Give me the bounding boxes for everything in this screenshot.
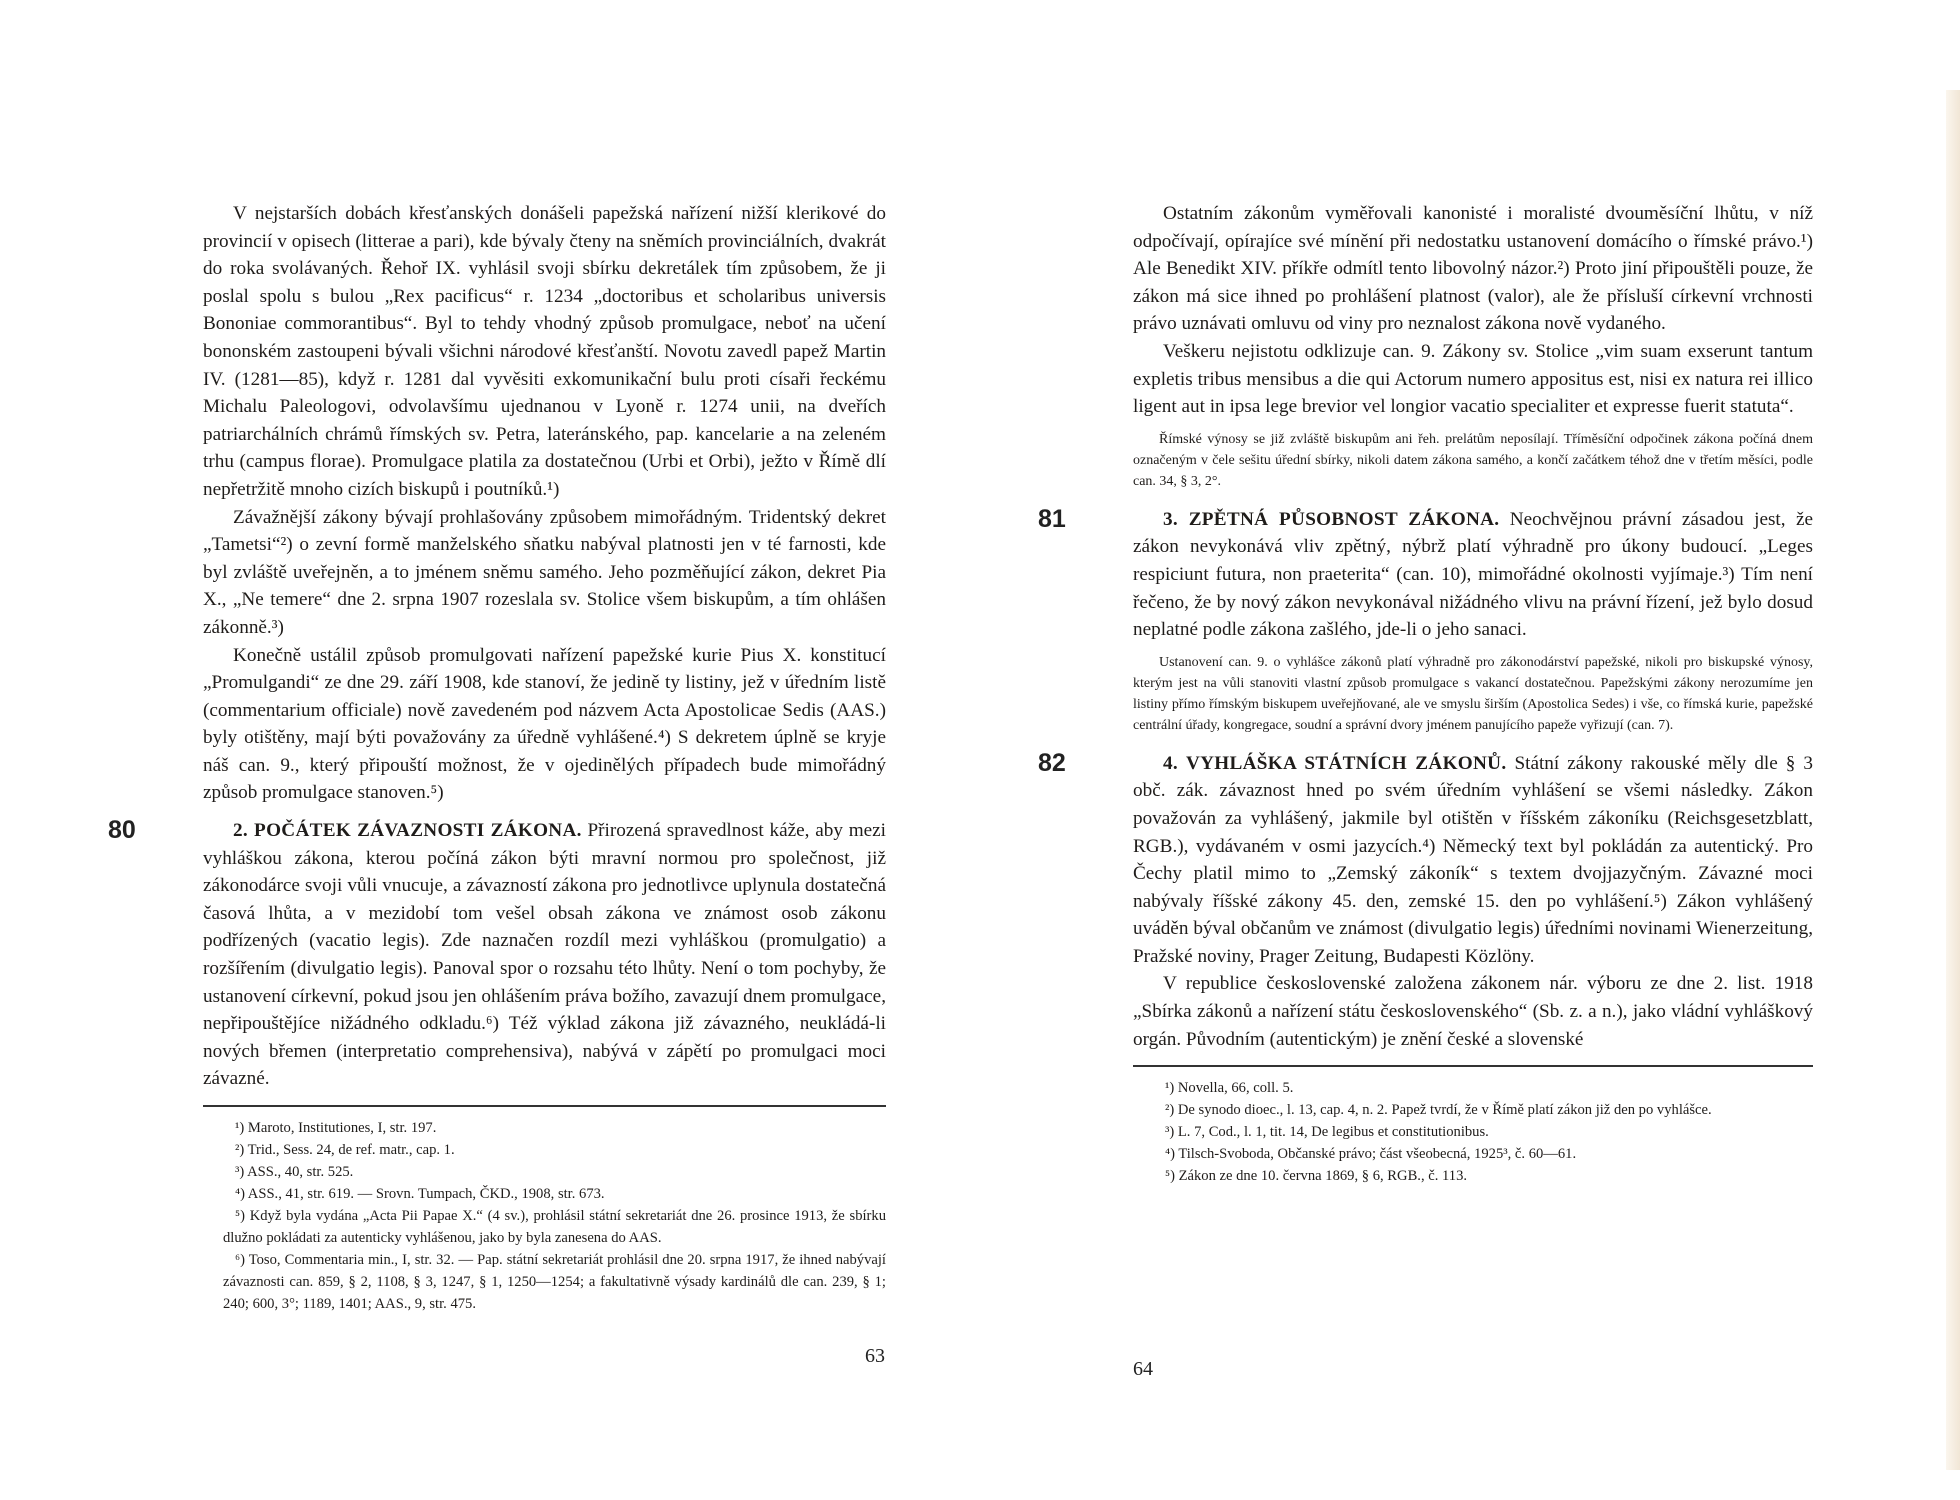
section-paragraph (1133, 750, 1813, 971)
footnote: ⁶) Toso, Commentaria min., I, str. 32. — Pap. státní sekretariát prohlásil dne 20. srpna 1917, že ihned nabývají závaznosti can. 859, § 2, 1108, § 3, 1247, § 1, 1250—1254; a fakultativně výsady kardinálů dle can. 239, § 1; 240; 600, 3°; 1189, 1401; AAS., 9, str. 475. (223, 1252, 886, 1312)
section-81 (1038, 504, 1813, 644)
section-82 (1038, 748, 1813, 1054)
small-note (1133, 652, 1813, 736)
footnote: ⁵) Když byla vydána „Acta Pii Papae X.“ (4 sv.), prohlásil státní sekretariát dne 26. prosince 1913, že sbírku dlužno pokládati za autenticky vyhlášenou, jako by byla zanesena do AAS. (223, 1208, 886, 1246)
section-heading: 3. ZPĚTNÁ PŮSOBNOST ZÁKONA. (1163, 508, 1500, 530)
paragraph: Veškeru nejistotu odklizuje can. 9. Zákony sv. Stolice „vim suam exserunt tantum expletis tribus mensibus a die qui Actorum numero appositus est, nisi ex natura rei illico ligent aut in ipsa lege brevior vel longior vacatio specialiter et expresse fuerit statuta“. (1133, 340, 1813, 418)
footnote: ⁵) Zákon ze dne 10. června 1869, § 6, RGB., č. 113. (1165, 1168, 1468, 1185)
footnote-rule (1133, 1065, 1813, 1067)
footnote: ³) L. 7, Cod., l. 1, tit. 14, De legibus et constitutionibus. (1165, 1124, 1489, 1141)
marginal-number: 82 (1038, 748, 1066, 777)
page-edge (1946, 90, 1960, 1470)
footnote: ²) De synodo dioec., l. 13, cap. 4, n. 2. Papež tvrdí, že v Římě platí zákon již den po vyhlášce. (1165, 1102, 1712, 1119)
marginal-number: 80 (108, 816, 136, 845)
footnote: ¹) Maroto, Institutiones, I, str. 197. (235, 1120, 437, 1136)
small-note-text: Římské výnosy se již zvláště biskupům ani řeh. prelátům neposílají. Tříměsíční odpočinek zákona počíná dnem označeným v čele sešitu úřední sbírky, nikoli datem zákona samého, a končí začátkem téhož dne v třetím měsíci, podle can. 34, § 3, 2°. (1133, 431, 1813, 489)
section-text: Státní zákony rakouské měly dle § 3 obč. zák. závaznost hned po svém úředním vyhlášení se všemi následky. Zákon považován za vyhlášený, jakmile byl otištěn v říšském zákoníku (Reichsgesetzblatt, RGB.), vydávaném v osmi jazycích.⁴) Německý text byl pokládán za autentický. Pro Čechy platil mimo to „Zemský zákoník“ s textem dvojjazyčným. Závazné moci nabývaly říšské zákony 45. den, zemské 15. den po vyhlášení.⁵) Zákon vyhlášený uváděn býval občanům ve známost (divulgatio legis) úředními novinami Wienerzeitung, Pražské noviny, Prager Zeitung, Budapesti Közlöny. (1133, 752, 1813, 967)
paragraph: Závažnější zákony bývají prohlašovány způsobem mimořádným. Tridentský dekret „Tametsi“²) o zevní formě manželského sňatku nabýval platnosti jen v té farnosti, kde byl zvláště uveřejněn, a to jménem sněmu samého. Jeho pozměňující zákon, dekret Pia X., „Ne temere“ dne 2. srpna 1907 rozeslala sv. Stolice všem biskupům, a tím ohlášen zákonně.³) (203, 506, 886, 638)
right-footnotes (1133, 1077, 1813, 1187)
small-note (1133, 429, 1813, 492)
paragraph: V republice československé založena zákonem nár. výboru ze dne 2. list. 1918 „Sbírka zákonů a nařízení státu československého“ (Sb. z. a n.), jako vládní vyhláškový orgán. Původním (autentickým) je znění české a slovenské (1133, 973, 1813, 1050)
footnote: ²) Trid., Sess. 24, de ref. matr., cap. 1. (235, 1142, 455, 1158)
section-text: Přirozená spravedlnost káže, aby mezi vyhláškou zákona, kterou počíná zákon býti mravní normou pro společnost, již zákonodárce svoji vůli vnucuje, a závazností zákona pro jednotlivce uplynula dostatečná časová lhůta, a v mezidobí tom vešel obsah zákona ve známost osob zákonu podřízených (vacatio legis). Zde naznačen rozdíl mezi vyhláškou (promulgatio) a rozšířením (divulgatio legis). Panoval spor o rozsahu této lhůty. Není o tom pochyby, že ustanovení církevní, pokud jsou jen ohlášením práva božího, zavazují dnem promulgace, nepřipouštějíce nižádného odkladu.⁶) Též výklad zákona již závazného, neukládá-li nových břemen (interpretatio comprehensiva), nabývá v zápětí po promulgaci moci závazné. (203, 820, 886, 1090)
footnote: ¹) Novella, 66, coll. 5. (1165, 1080, 1294, 1097)
section-heading: 2. POČÁTEK ZÁVAZNOSTI ZÁKONA. (233, 820, 582, 842)
section-80 (108, 816, 886, 1093)
section-paragraph (1133, 506, 1813, 644)
marginal-number: 81 (1038, 504, 1066, 533)
right-page (1038, 200, 1813, 1187)
left-body (203, 200, 886, 807)
page-number: 63 (865, 1345, 885, 1367)
footnote: ⁴) ASS., 41, str. 619. — Srovn. Tumpach, ČKD., 1908, str. 673. (235, 1186, 605, 1202)
footnote: ⁴) Tilsch-Svoboda, Občanské právo; část všeobecná, 1925³, č. 60—61. (1165, 1146, 1577, 1163)
footnote: ³) ASS., 40, str. 525. (235, 1164, 354, 1180)
section-paragraph (203, 817, 886, 1093)
left-page (108, 200, 886, 1315)
footnote-rule (203, 1105, 886, 1107)
section-text: Neochvějnou právní zásadou jest, že zákon nevykonává vliv zpětný, nýbrž platí výhradně pro úkony budoucí. „Leges respiciunt futura, non praeterita“ (can. 10), mimořádné okolnosti vyjímaje.³) Tím není řečeno, že by nový zákon nevykonával nižádného vlivu na právní řízení, jež bylo dosud neplatné podle zákona zašlého, jde-li o jeho sanaci. (1133, 508, 1813, 641)
page-number: 64 (1133, 1358, 1153, 1380)
section-heading: 4. VYHLÁŠKA STÁTNÍCH ZÁKONŮ. (1163, 752, 1507, 774)
left-footnotes (203, 1117, 886, 1315)
right-body (1133, 200, 1813, 421)
small-note-text: Ustanovení can. 9. o vyhlášce zákonů platí výhradně pro zákonodárství papežské, nikoli pro biskupské výnosy, kterým jest na vůli stanoviti vlastní způsob promulgace s vakancí dostatečnou. Papežskými zákony nerozumíme jen listiny přímo římským biskupem uveřejňované, ale ve smyslu širším (Apostolica Sedes) i vše, co římská kurie, papežské centrální úřady, kongregace, soudní a správní dvory jménem panujícího papeže vyřizují (can. 7). (1133, 654, 1813, 733)
paragraph: V nejstarších dobách křesťanských donášeli papežská nařízení nižší klerikové do provincií v opisech (litterae a pari), kde bývaly čteny na sněmích provinciálních, dvakrát do roka svolávaných. Řehoř IX. vyhlásil svoji sbírku dekretálek tím způsobem, že ji poslal spolu s bulou „Rex pacificus“ r. 1234 „doctoribus et scholaribus universis Bononiae commorantibus“. Byl to tehdy vhodný způsob promulgace, neboť na učení bononském zastoupeni bývali všichni národové křesťanští. Novotu zavedl papež Martin IV. (1281—85), když r. 1281 dal vyvěsiti exkomunikační bulu proti císaři řeckému Michalu Paleologovi, odvolavšímu ujednanou v Lyoně r. 1274 unii, na dveřích patriarchálních chrámů římských sv. Petra, lateránského, pap. kancelarie a na zeleném trhu (campus florae). Promulgace platila za dostatečnou (Urbi et Orbi), ježto v Římě dlí nepřetržitě mnoho cizích biskupů i poutníků.¹) (203, 203, 886, 500)
paragraph: Konečně ustálil způsob promulgovati nařízení papežské kurie Pius X. konstitucí „Promulgandi“ ze dne 29. září 1908, kde stanoví, že jedině ty listiny, jež v úředním listě (commentarium officiale) nově zavedeném pod názvem Acta Apostolicae Sedis (AAS.) byly otištěny, mají býti považovány za úředně vyhlášené.⁴) S dekretem úplně se kryje náš can. 9., který připouští možnost, že v ojedinělých případech bude mimořádný způsob promulgace stanoven.⁵) (203, 644, 886, 804)
paragraph: Ostatním zákonům vyměřovali kanonisté i moralisté dvouměsíční lhůtu, v níž odpočívají, opírajíce své mínění při nedostatku ustanovení domácího o římské právo.¹) Ale Benedikt XIV. příkře odmítl tento libovolný názor.²) Proto jiní připouštěli pouze, že zákon má sice ihned po prohlášení platnost (valor), ale že přísluší církevní vrchnosti právo uznávati omluvu od viny pro neznalost zákona nově vydaného. (1133, 203, 1813, 335)
